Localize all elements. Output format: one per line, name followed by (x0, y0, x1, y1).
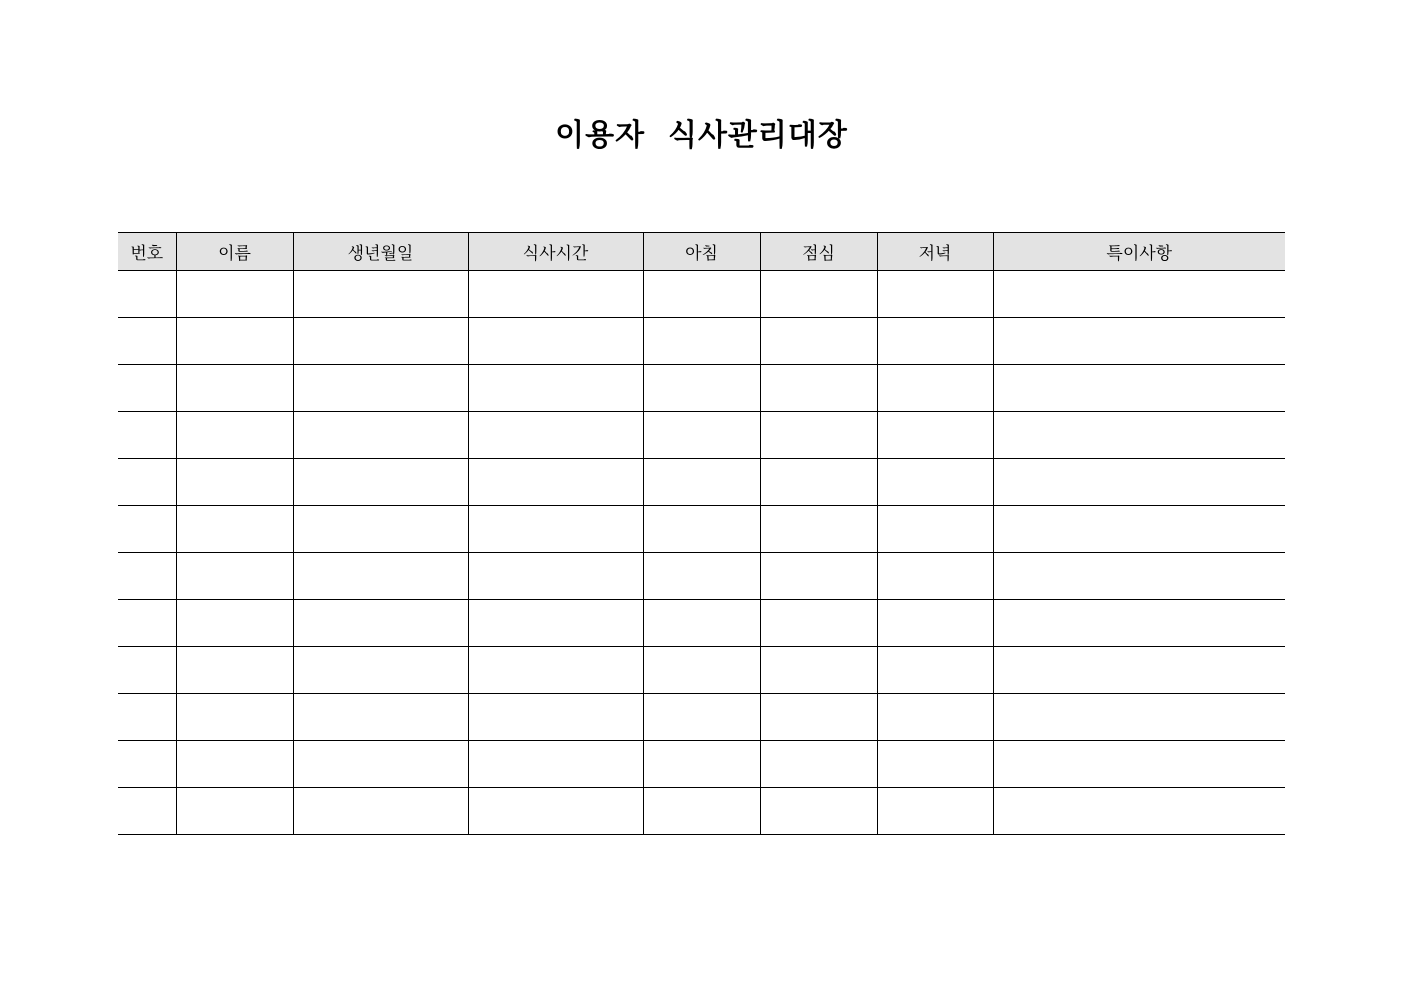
cell-dinner[interactable] (877, 694, 993, 741)
column-header-name: 이름 (176, 233, 293, 271)
cell-remarks[interactable] (993, 365, 1285, 412)
cell-lunch[interactable] (760, 365, 877, 412)
cell-name[interactable] (176, 600, 293, 647)
cell-no[interactable] (118, 788, 176, 835)
cell-breakfast[interactable] (643, 412, 760, 459)
cell-lunch[interactable] (760, 600, 877, 647)
cell-no[interactable] (118, 506, 176, 553)
cell-dinner[interactable] (877, 318, 993, 365)
cell-name[interactable] (176, 647, 293, 694)
cell-remarks[interactable] (993, 788, 1285, 835)
cell-breakfast[interactable] (643, 553, 760, 600)
table-row (118, 647, 1285, 694)
cell-meal_time[interactable] (468, 506, 643, 553)
cell-meal_time[interactable] (468, 647, 643, 694)
cell-breakfast[interactable] (643, 506, 760, 553)
cell-remarks[interactable] (993, 741, 1285, 788)
cell-name[interactable] (176, 271, 293, 318)
header-row (118, 233, 1285, 271)
cell-lunch[interactable] (760, 506, 877, 553)
cell-breakfast[interactable] (643, 365, 760, 412)
cell-no[interactable] (118, 271, 176, 318)
table-row (118, 694, 1285, 741)
cell-birthdate[interactable] (293, 506, 468, 553)
cell-name[interactable] (176, 788, 293, 835)
page-title: 이용자 식사관리대장 (555, 118, 848, 153)
cell-meal_time[interactable] (468, 741, 643, 788)
cell-no[interactable] (118, 459, 176, 506)
cell-remarks[interactable] (993, 694, 1285, 741)
cell-dinner[interactable] (877, 271, 993, 318)
cell-meal_time[interactable] (468, 271, 643, 318)
table-row (118, 412, 1285, 459)
cell-meal_time[interactable] (468, 553, 643, 600)
cell-remarks[interactable] (993, 318, 1285, 365)
cell-remarks[interactable] (993, 506, 1285, 553)
table-header (118, 233, 1285, 271)
cell-meal_time[interactable] (468, 694, 643, 741)
cell-lunch[interactable] (760, 553, 877, 600)
cell-breakfast[interactable] (643, 459, 760, 506)
cell-remarks[interactable] (993, 647, 1285, 694)
cell-dinner[interactable] (877, 506, 993, 553)
cell-lunch[interactable] (760, 788, 877, 835)
cell-meal_time[interactable] (468, 318, 643, 365)
table-row (118, 600, 1285, 647)
column-header-birthdate: 생년월일 (293, 233, 468, 271)
cell-dinner[interactable] (877, 412, 993, 459)
cell-dinner[interactable] (877, 788, 993, 835)
cell-lunch[interactable] (760, 318, 877, 365)
cell-birthdate[interactable] (293, 318, 468, 365)
table-row (118, 459, 1285, 506)
table-row (118, 741, 1285, 788)
cell-remarks[interactable] (993, 271, 1285, 318)
cell-remarks[interactable] (993, 553, 1285, 600)
table-row (118, 318, 1285, 365)
cell-no[interactable] (118, 553, 176, 600)
cell-birthdate[interactable] (293, 553, 468, 600)
cell-no[interactable] (118, 694, 176, 741)
cell-lunch[interactable] (760, 271, 877, 318)
cell-meal_time[interactable] (468, 788, 643, 835)
cell-breakfast[interactable] (643, 600, 760, 647)
cell-name[interactable] (176, 412, 293, 459)
cell-birthdate[interactable] (293, 694, 468, 741)
column-header-meal-time: 식사시간 (468, 233, 643, 271)
column-header-dinner: 저녁 (877, 233, 993, 271)
cell-name[interactable] (176, 741, 293, 788)
cell-breakfast[interactable] (643, 647, 760, 694)
cell-birthdate[interactable] (293, 459, 468, 506)
cell-remarks[interactable] (993, 600, 1285, 647)
cell-meal_time[interactable] (468, 412, 643, 459)
cell-no[interactable] (118, 741, 176, 788)
cell-no[interactable] (118, 412, 176, 459)
cell-birthdate[interactable] (293, 412, 468, 459)
meal-register-table-container (118, 232, 1285, 835)
table-row (118, 365, 1285, 412)
cell-birthdate[interactable] (293, 788, 468, 835)
cell-birthdate[interactable] (293, 365, 468, 412)
column-header-lunch: 점심 (760, 233, 877, 271)
cell-dinner[interactable] (877, 459, 993, 506)
cell-lunch[interactable] (760, 459, 877, 506)
cell-dinner[interactable] (877, 553, 993, 600)
cell-name[interactable] (176, 694, 293, 741)
cell-dinner[interactable] (877, 647, 993, 694)
cell-birthdate[interactable] (293, 741, 468, 788)
cell-no[interactable] (118, 365, 176, 412)
table-row (118, 506, 1285, 553)
cell-meal_time[interactable] (468, 459, 643, 506)
cell-lunch[interactable] (760, 647, 877, 694)
cell-dinner[interactable] (877, 365, 993, 412)
table-row (118, 553, 1285, 600)
column-header-no: 번호 (118, 233, 176, 271)
cell-breakfast[interactable] (643, 271, 760, 318)
column-header-remarks: 특이사항 (993, 233, 1285, 271)
cell-dinner[interactable] (877, 741, 993, 788)
cell-name[interactable] (176, 318, 293, 365)
cell-dinner[interactable] (877, 600, 993, 647)
cell-lunch[interactable] (760, 412, 877, 459)
cell-breakfast[interactable] (643, 788, 760, 835)
cell-remarks[interactable] (993, 412, 1285, 459)
cell-birthdate[interactable] (293, 271, 468, 318)
cell-breakfast[interactable] (643, 741, 760, 788)
cell-lunch[interactable] (760, 741, 877, 788)
cell-lunch[interactable] (760, 694, 877, 741)
cell-breakfast[interactable] (643, 694, 760, 741)
table-body (118, 271, 1285, 835)
cell-no[interactable] (118, 647, 176, 694)
table-row (118, 271, 1285, 318)
cell-meal_time[interactable] (468, 365, 643, 412)
cell-remarks[interactable] (993, 459, 1285, 506)
cell-birthdate[interactable] (293, 600, 468, 647)
cell-birthdate[interactable] (293, 647, 468, 694)
cell-name[interactable] (176, 506, 293, 553)
cell-meal_time[interactable] (468, 600, 643, 647)
column-header-breakfast: 아침 (643, 233, 760, 271)
cell-no[interactable] (118, 318, 176, 365)
cell-breakfast[interactable] (643, 318, 760, 365)
table-row (118, 788, 1285, 835)
cell-no[interactable] (118, 600, 176, 647)
cell-name[interactable] (176, 553, 293, 600)
cell-name[interactable] (176, 365, 293, 412)
meal-register-table (118, 232, 1285, 835)
cell-name[interactable] (176, 459, 293, 506)
